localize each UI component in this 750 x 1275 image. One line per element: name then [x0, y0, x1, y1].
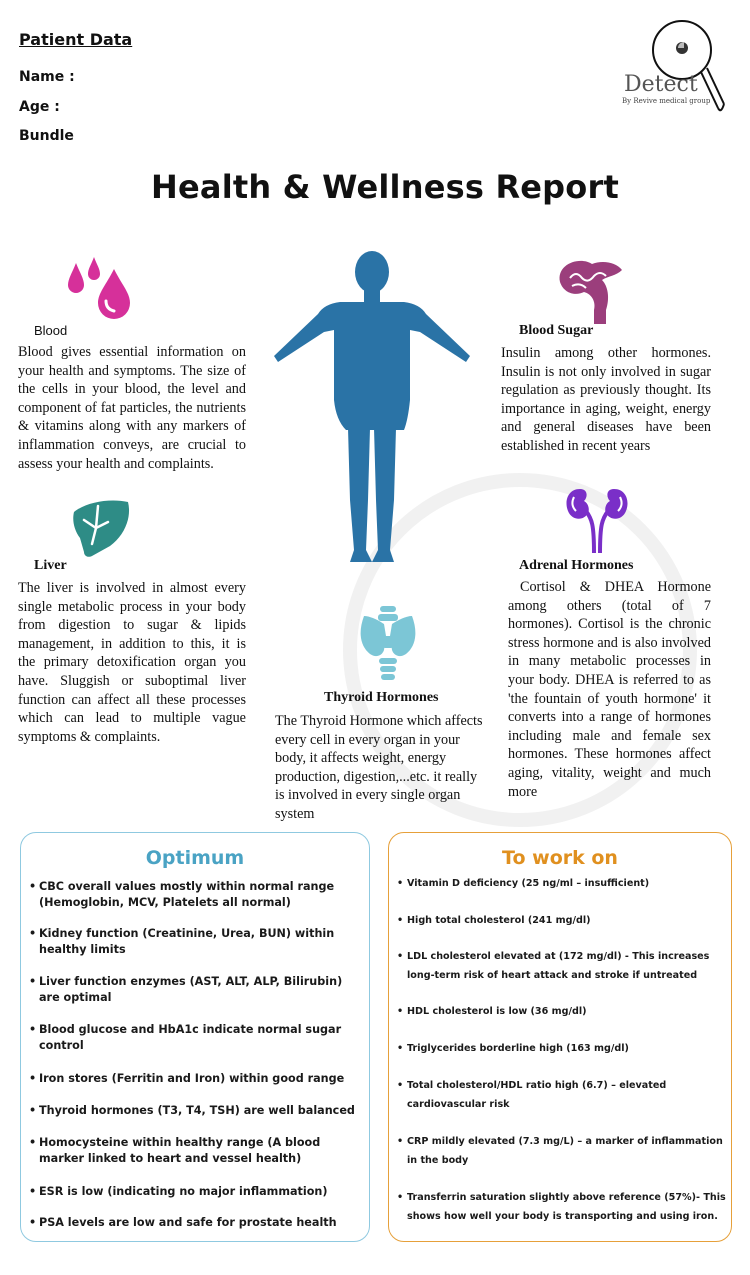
work-item: • Vitamin D deficiency (25 ng/ml – insufficient): [397, 878, 650, 889]
liver-icon: [70, 498, 132, 560]
blood-sugar-text: Insulin among other hormones. Insulin is not only involved in sugar regulation as previously thought. Its importance in aging, weight, energy and general diseases have been established in recent years: [501, 345, 711, 454]
work-item: • CRP mildly elevated (7.3 mg/L) – a marker of inflammation in the body: [397, 1136, 723, 1166]
blood-title: Blood: [34, 323, 68, 338]
work-item: • HDL cholesterol is low (36 mg/dl): [397, 1006, 587, 1017]
blood-sugar-title: Blood Sugar: [519, 323, 594, 338]
age-label: Age :: [19, 99, 60, 115]
kidneys-icon: [562, 485, 632, 555]
work-item: • LDL cholesterol elevated at (172 mg/dl) - This increases long-term risk of heart attack and stroke if untreated: [397, 951, 710, 981]
work-item: • High total cholesterol (241 mg/dl): [397, 915, 591, 926]
optimum-item: • Kidney function (Creatinine, Urea, BUN) within healthy limits: [29, 927, 335, 956]
logo-name: Detect: [624, 72, 698, 97]
optimum-item: • PSA levels are low and safe for prostate health: [29, 1216, 337, 1229]
optimum-item: • Thyroid hormones (T3, T4, TSH) are well balanced: [29, 1104, 355, 1117]
blood-text: Blood gives essential information on your health and symptoms. The size of the cells in your blood, the level and component of fat particles, the nutrients & vitamins along with any markers of inflammation conveys, are crucial to assess your health and complaints.: [18, 344, 246, 472]
optimum-item: • CBC overall values mostly within normal range (Hemoglobin, MCV, Platelets all normal): [29, 880, 335, 909]
optimum-item: • ESR is low (indicating no major inflammation): [29, 1185, 328, 1198]
work-item: • Total cholesterol/HDL ratio high (6.7) – elevated cardiovascular risk: [397, 1080, 667, 1110]
work-item: • Triglycerides borderline high (163 mg/dl): [397, 1043, 629, 1054]
to-work-on-panel: [388, 832, 732, 1242]
pancreas-icon: [550, 252, 626, 324]
thyroid-title: Thyroid Hormones: [324, 690, 439, 705]
work-item: • Transferrin saturation slightly above reference (57%)- This shows how well your body is transporting and using iron.: [397, 1192, 726, 1222]
name-label: Name :: [19, 69, 75, 85]
patient-data-block: [19, 30, 132, 49]
human-body-icon: [274, 250, 470, 568]
report-title: Health & Wellness Report: [151, 168, 619, 206]
adrenal-text: Cortisol & DHEA Hormone among others (total of 7 hormones). Cortisol is the chronic stress hormone and is also involved in many metabolic processes in your body. DHEA is referred to as 'the fountain of youth hormone' it converts into a range of hormones including male and female sex hormones. These hormones affect aging, vitality, weight and much more: [508, 579, 711, 800]
optimum-title: Optimum: [145, 847, 245, 869]
optimum-item: • Liver function enzymes (AST, ALT, ALP, Bilirubin) are optimal: [29, 975, 343, 1004]
bundle-label: Bundle: [19, 128, 74, 144]
optimum-item: • Homocysteine within healthy range (A blood marker linked to heart and vessel health): [29, 1136, 321, 1165]
logo-tagline: By Revive medical group: [622, 97, 711, 105]
thyroid-icon: [358, 606, 418, 684]
optimum-item: • Blood glucose and HbA1c indicate normal sugar control: [29, 1023, 342, 1052]
adrenal-title: Adrenal Hormones: [519, 558, 634, 573]
liver-text: The liver is involved in almost every single metabolic process in your body from digestion to sugar & lipids management, in addition to this, it is the primary detoxification organ you have. Sluggish or suboptimal liver function can affect all these processes which can lead to multiple vague symptoms & complaints.: [18, 580, 246, 745]
thyroid-text: The Thyroid Hormone which affects every cell in every organ in your body, it affects weight, energy production, digestion,...etc. it really is involved in every single organ system: [275, 713, 483, 822]
liver-title: Liver: [34, 558, 67, 573]
optimum-panel: [20, 832, 370, 1242]
blood-drops-icon: [66, 255, 136, 321]
to-work-on-title: To work on: [502, 847, 618, 869]
optimum-item: • Iron stores (Ferritin and Iron) within good range: [29, 1072, 345, 1085]
patient-data-heading: Patient Data: [19, 30, 133, 49]
